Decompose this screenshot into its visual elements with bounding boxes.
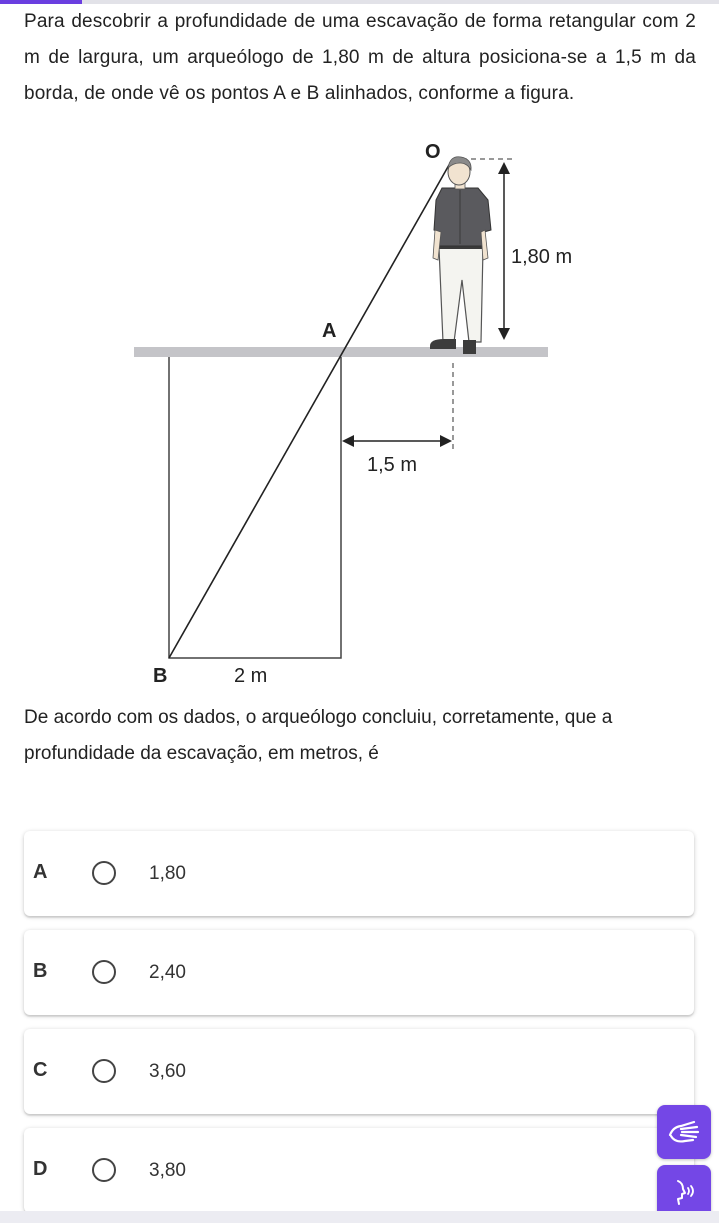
option-b[interactable] — [24, 930, 694, 1015]
sign-language-button[interactable] — [657, 1105, 711, 1159]
question-text: Para descobrir a profundidade de uma escavação de forma retangular com 2 m de largura, um arqueólogo de 1,80 m de altura posiciona-se a 1,5 m da borda, de onde vê os pontos A e B alinhados, conforme a figura. — [24, 11, 696, 104]
option-value: 3,60 — [149, 1061, 186, 1082]
radio-button[interactable] — [92, 861, 116, 885]
sight-line — [169, 165, 449, 658]
archaeologist-figure — [430, 157, 491, 354]
width-label: 2 m — [234, 665, 268, 687]
radio-button[interactable] — [92, 1059, 116, 1083]
bottom-bar — [0, 1211, 719, 1223]
radio-button[interactable] — [92, 1158, 116, 1182]
option-a[interactable] — [24, 831, 694, 916]
prompt-text: De acordo com os dados, o arqueólogo concluiu, corretamente, que a profundidade da escavação, em metros, é — [24, 707, 613, 764]
option-letter: A — [33, 861, 48, 883]
sign-language-icon — [667, 1117, 701, 1147]
option-value: 2,40 — [149, 962, 186, 983]
label-o: O — [425, 141, 441, 163]
label-b: B — [153, 665, 168, 687]
height-label: 1,80 m — [511, 246, 573, 268]
radio-button[interactable] — [92, 960, 116, 984]
question-figure — [100, 130, 600, 700]
option-c[interactable] — [24, 1029, 694, 1114]
audio-reading-icon — [669, 1177, 699, 1207]
option-d[interactable] — [24, 1128, 694, 1213]
option-letter: B — [33, 960, 48, 982]
label-a: A — [322, 320, 337, 342]
option-value: 3,80 — [149, 1160, 186, 1181]
option-letter: D — [33, 1158, 48, 1180]
option-letter: C — [33, 1059, 48, 1081]
distance-label: 1,5 m — [367, 454, 418, 476]
option-value: 1,80 — [149, 863, 186, 884]
